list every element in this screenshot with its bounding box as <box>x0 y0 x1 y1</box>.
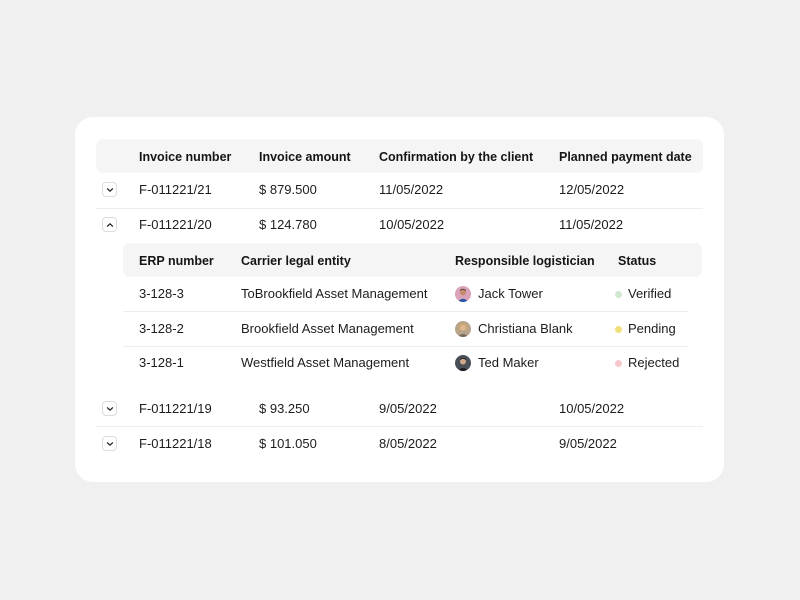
invoice-row-expanded[interactable] <box>96 208 703 242</box>
status-label: Verified <box>628 286 672 301</box>
chevron-up-icon <box>106 221 114 229</box>
expand-toggle-button[interactable] <box>102 401 117 416</box>
erp-number: 3-128-1 <box>139 355 184 370</box>
header-erp-number[interactable]: ERP number <box>139 254 214 268</box>
planned-payment-date: 9/05/2022 <box>559 436 617 451</box>
detail-table-header <box>123 243 702 277</box>
status-label: Rejected <box>628 355 680 370</box>
detail-row[interactable] <box>123 277 688 311</box>
logistician-avatar <box>455 355 471 371</box>
planned-payment-date: 10/05/2022 <box>559 401 625 416</box>
confirmation-date: 9/05/2022 <box>379 401 437 416</box>
detail-row[interactable] <box>123 346 688 380</box>
expand-toggle-button[interactable] <box>102 182 117 197</box>
invoice-row[interactable] <box>96 392 703 426</box>
invoice-row[interactable] <box>96 173 703 207</box>
status-dot <box>615 326 622 333</box>
invoice-number: F-011221/19 <box>139 401 212 416</box>
invoice-table-header <box>96 139 703 173</box>
confirmation-date: 10/05/2022 <box>379 217 445 232</box>
confirmation-date: 11/05/2022 <box>379 182 444 197</box>
invoice-amount: $ 93.250 <box>259 401 310 416</box>
chevron-down-icon <box>106 186 114 194</box>
status-dot <box>615 291 622 298</box>
header-confirmation[interactable]: Confirmation by the client <box>379 150 534 164</box>
carrier-legal-entity: Brookfield Asset Management <box>241 321 414 336</box>
invoice-number: F-011221/20 <box>139 217 212 232</box>
detail-row[interactable] <box>123 312 688 346</box>
logistician-avatar <box>455 321 471 337</box>
header-invoice-amount[interactable]: Invoice amount <box>259 150 351 164</box>
header-invoice-number[interactable]: Invoice number <box>139 150 232 164</box>
header-planned-payment-date[interactable]: Planned payment date <box>559 150 692 164</box>
expand-toggle-button[interactable] <box>102 436 117 451</box>
invoice-number: F-011221/18 <box>139 436 212 451</box>
logistician-name: Ted Maker <box>478 355 539 370</box>
invoice-row[interactable] <box>96 427 703 461</box>
invoice-number: F-011221/21 <box>139 182 212 197</box>
collapse-toggle-button[interactable] <box>102 217 117 232</box>
chevron-down-icon <box>106 440 114 448</box>
logistician-avatar <box>455 286 471 302</box>
invoice-amount: $ 101.050 <box>259 436 317 451</box>
confirmation-date: 8/05/2022 <box>379 436 437 451</box>
status-label: Pending <box>628 321 676 336</box>
header-status[interactable]: Status <box>618 254 657 268</box>
invoice-amount: $ 879.500 <box>259 182 317 197</box>
carrier-legal-entity: Westfield Asset Management <box>241 355 410 370</box>
header-responsible-logistician[interactable]: Responsible logistician <box>455 254 595 268</box>
logistician-name: Christiana Blank <box>478 321 573 336</box>
carrier-legal-entity: ToBrookfield Asset Management <box>241 286 428 301</box>
status-dot <box>615 360 622 367</box>
planned-payment-date: 12/05/2022 <box>559 182 625 197</box>
chevron-down-icon <box>106 405 114 413</box>
invoice-amount: $ 124.780 <box>259 217 317 232</box>
planned-payment-date: 11/05/2022 <box>559 217 624 232</box>
erp-number: 3-128-2 <box>139 321 184 336</box>
logistician-name: Jack Tower <box>478 286 543 301</box>
invoice-card <box>75 117 724 482</box>
header-carrier-legal-entity[interactable]: Carrier legal entity <box>241 254 351 268</box>
erp-number: 3-128-3 <box>139 286 184 301</box>
